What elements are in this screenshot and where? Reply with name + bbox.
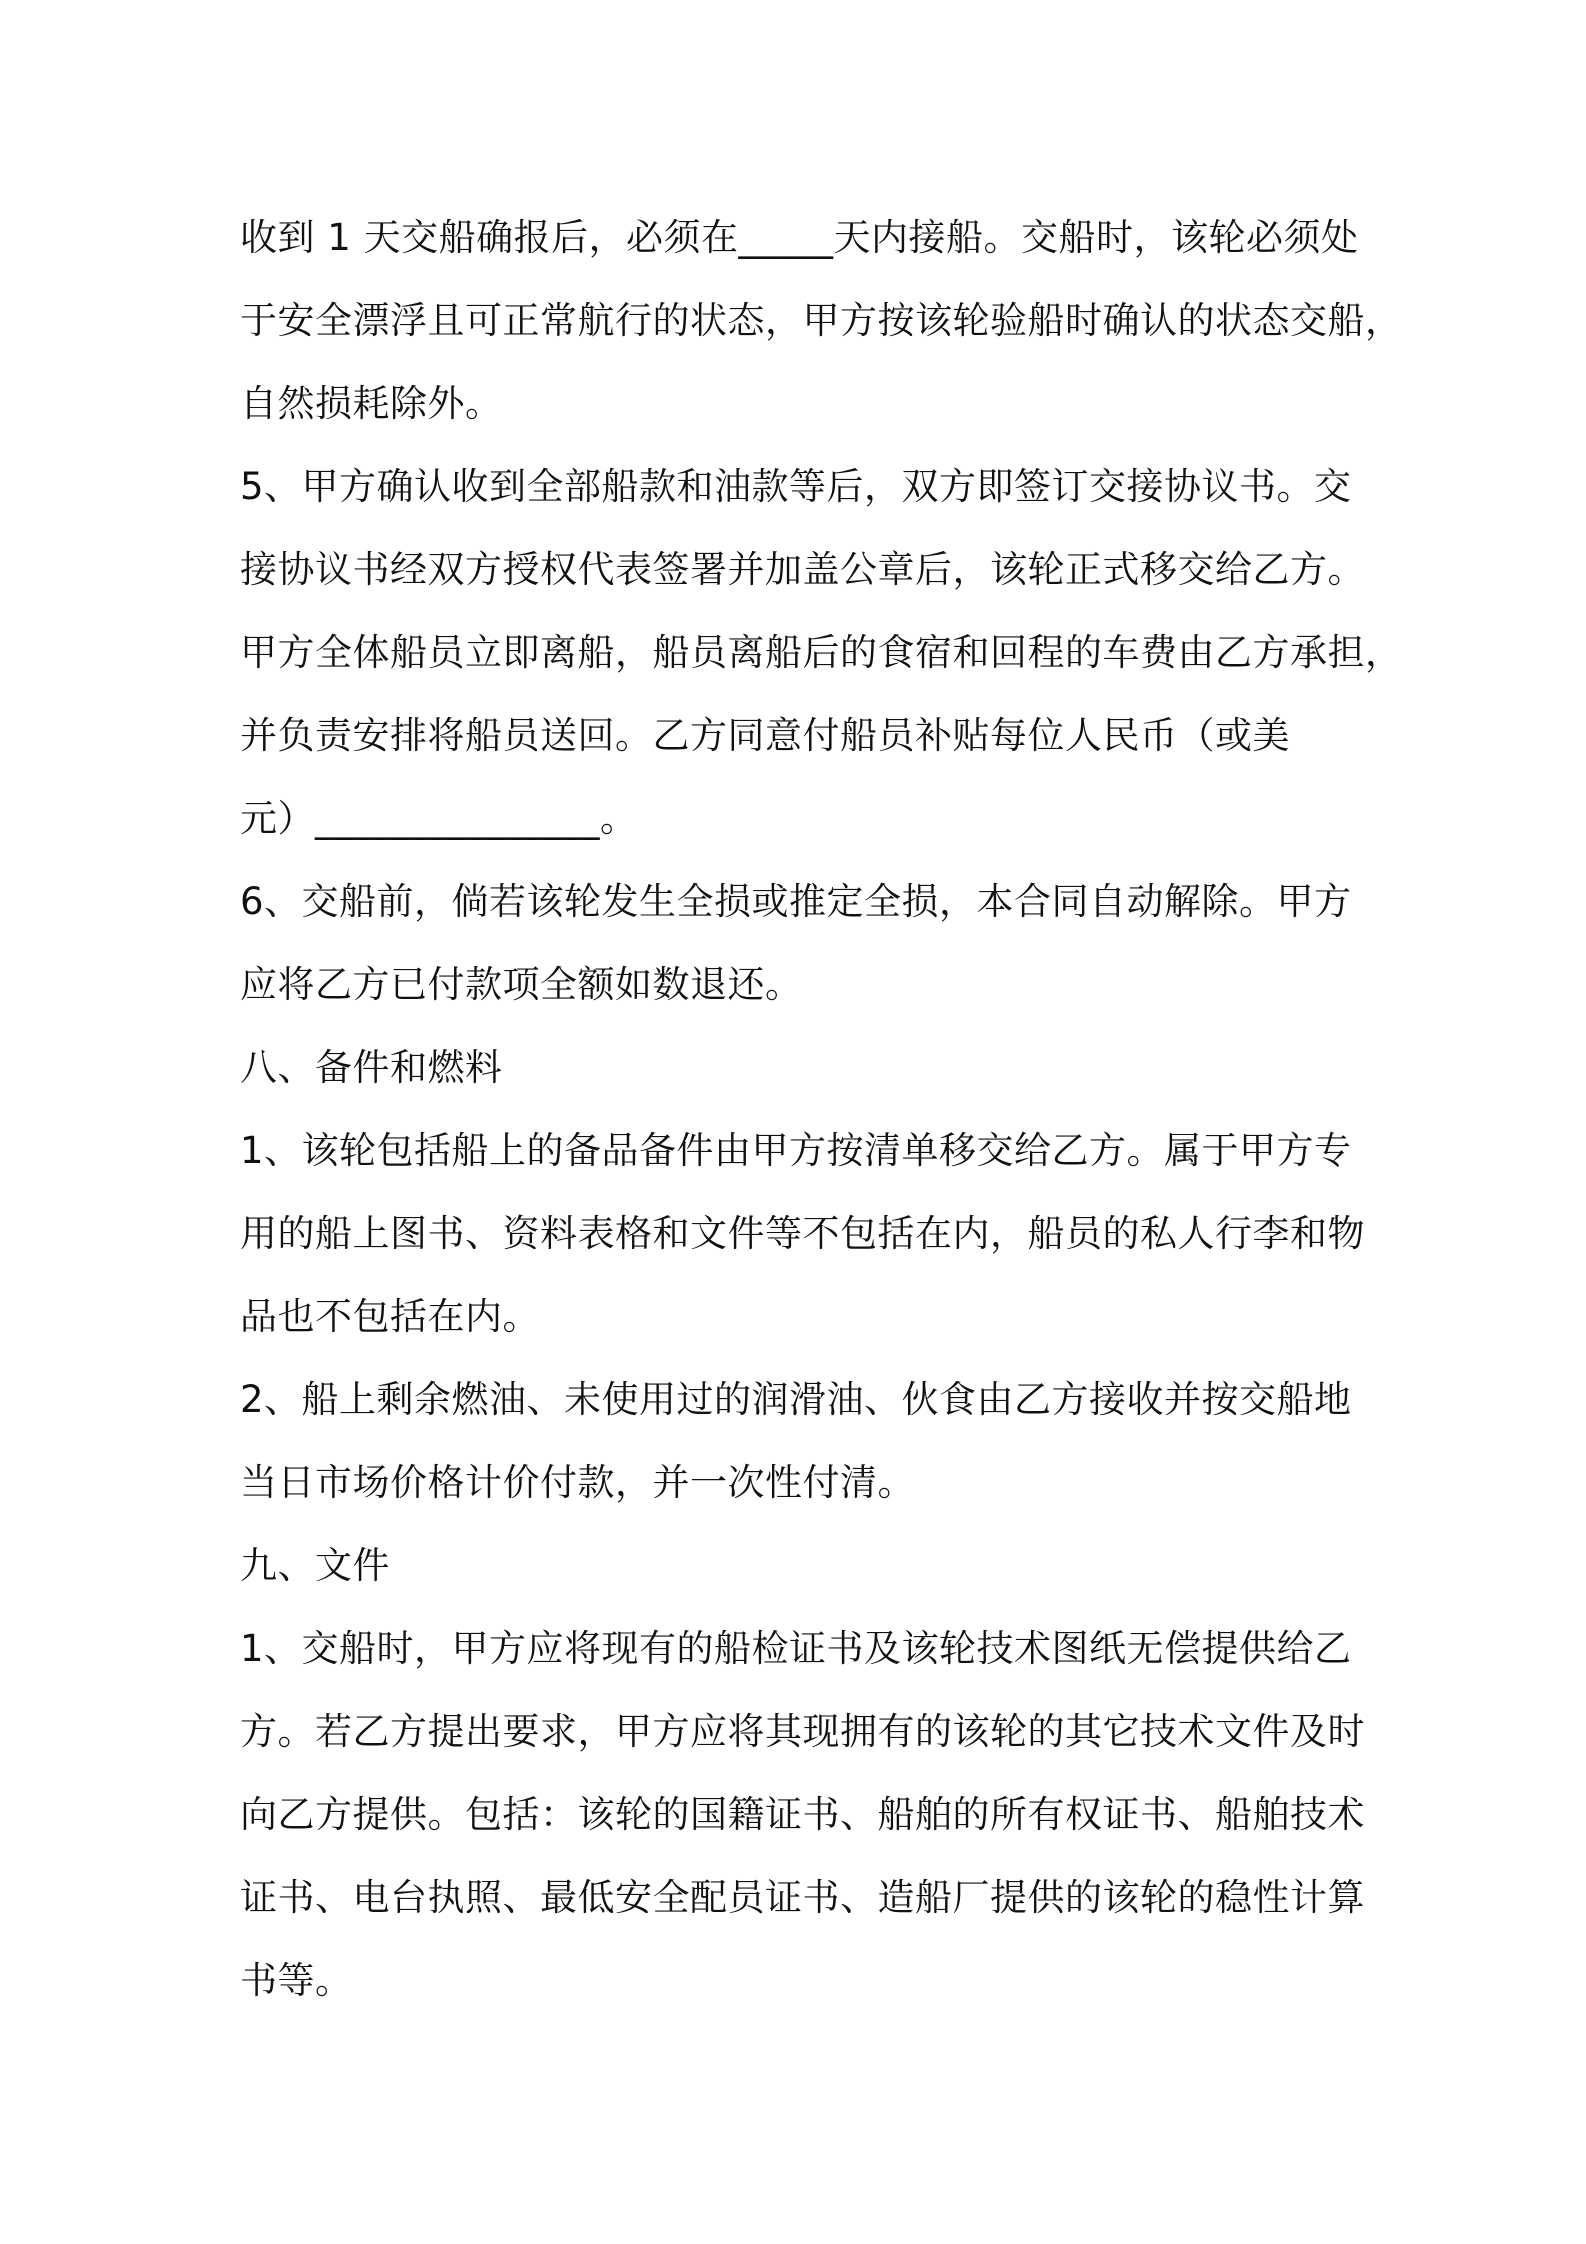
section-heading-documents: 九、文件 <box>240 1544 390 1587</box>
text-line: 5、甲方确认收到全部船款和油款等后，双方即签订交接协议书。交 <box>240 465 1352 508</box>
text-line: 1、交船时，甲方应将现有的船检证书及该轮技术图纸无偿提供给乙 <box>240 1627 1352 1670</box>
text-line: 并负责安排将船员送回。乙方同意付船员补贴每位人民币（或美 <box>240 714 1290 757</box>
text-line: 甲方全体船员立即离船，船员离船后的食宿和回程的车费由乙方承担， <box>240 631 1403 674</box>
text-line: 6、交船前，倘若该轮发生全损或推定全损，本合同自动解除。甲方 <box>240 880 1352 923</box>
text-line: 证书、电台执照、最低安全配员证书、造船厂提供的该轮的稳性计算 <box>240 1876 1365 1919</box>
text-line: 向乙方提供。包括：该轮的国籍证书、船舶的所有权证书、船舶技术 <box>240 1793 1365 1836</box>
text-line: 收到 1 天交船确报后，必须在_____天内接船。交船时，该轮必须处 <box>240 216 1359 259</box>
text-line: 接协议书经双方授权代表签署并加盖公章后，该轮正式移交给乙方。 <box>240 548 1365 591</box>
contract-text <box>240 196 1403 2022</box>
text-line: 于安全漂浮且可正常航行的状态，甲方按该轮验船时确认的状态交船， <box>240 299 1403 342</box>
text-line: 当日市场价格计价付款，并一次性付清。 <box>240 1461 915 1504</box>
text-line: 2、船上剩余燃油、未使用过的润滑油、伙食由乙方接收并按交船地 <box>240 1378 1352 1421</box>
text-line: 书等。 <box>240 1959 353 2002</box>
text-line: 方。若乙方提出要求，甲方应将其现拥有的该轮的其它技术文件及时 <box>240 1710 1365 1753</box>
text-line: 元）_______________。 <box>240 797 638 840</box>
text-line: 用的船上图书、资料表格和文件等不包括在内，船员的私人行李和物 <box>240 1212 1365 1255</box>
text-line: 品也不包括在内。 <box>240 1295 540 1338</box>
section-heading-spare-parts-fuel: 八、备件和燃料 <box>240 1046 503 1089</box>
text-line: 自然损耗除外。 <box>240 382 503 425</box>
text-line: 应将乙方已付款项全额如数退还。 <box>240 963 803 1006</box>
text-line: 1、该轮包括船上的备品备件由甲方按清单移交给乙方。属于甲方专 <box>240 1129 1352 1172</box>
